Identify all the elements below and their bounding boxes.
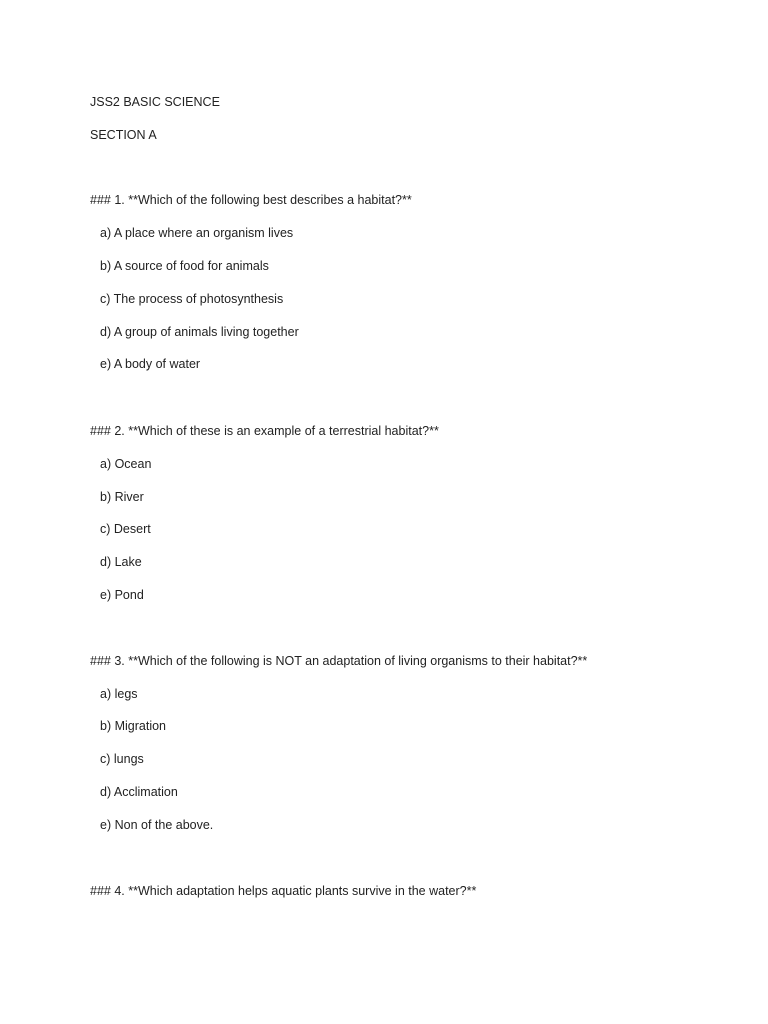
question-4: ### 4. **Which adaptation helps aquatic plants survive in the water?**: [90, 884, 477, 898]
question-2-option-c: c) Desert: [100, 522, 151, 536]
document-title: JSS2 BASIC SCIENCE: [90, 95, 220, 109]
question-3-option-e: e) Non of the above.: [100, 818, 214, 832]
question-2-option-d: d) Lake: [100, 555, 142, 569]
section-heading: SECTION A: [90, 128, 157, 142]
question-3-option-b: b) Migration: [100, 719, 166, 733]
question-1-option-c: c) The process of photosynthesis: [100, 292, 284, 306]
question-2-option-b: b) River: [100, 490, 144, 504]
question-1-option-b: b) A source of food for animals: [100, 259, 269, 273]
question-2-option-a: a) Ocean: [100, 457, 152, 471]
question-1: ### 1. **Which of the following best describes a habitat?**: [90, 193, 412, 207]
question-2: ### 2. **Which of these is an example of a terrestrial habitat?**: [90, 424, 439, 438]
question-2-option-e: e) Pond: [100, 588, 144, 602]
question-1-option-a: a) A place where an organism lives: [100, 226, 294, 240]
question-3: ### 3. **Which of the following is NOT an adaptation of living organisms to their habitat?**: [90, 654, 588, 668]
question-3-option-a: a) legs: [100, 687, 138, 701]
question-1-option-d: d) A group of animals living together: [100, 325, 299, 339]
question-3-option-c: c) lungs: [100, 752, 144, 766]
question-3-option-d: d) Acclimation: [100, 785, 178, 799]
question-1-option-e: e) A body of water: [100, 357, 201, 371]
